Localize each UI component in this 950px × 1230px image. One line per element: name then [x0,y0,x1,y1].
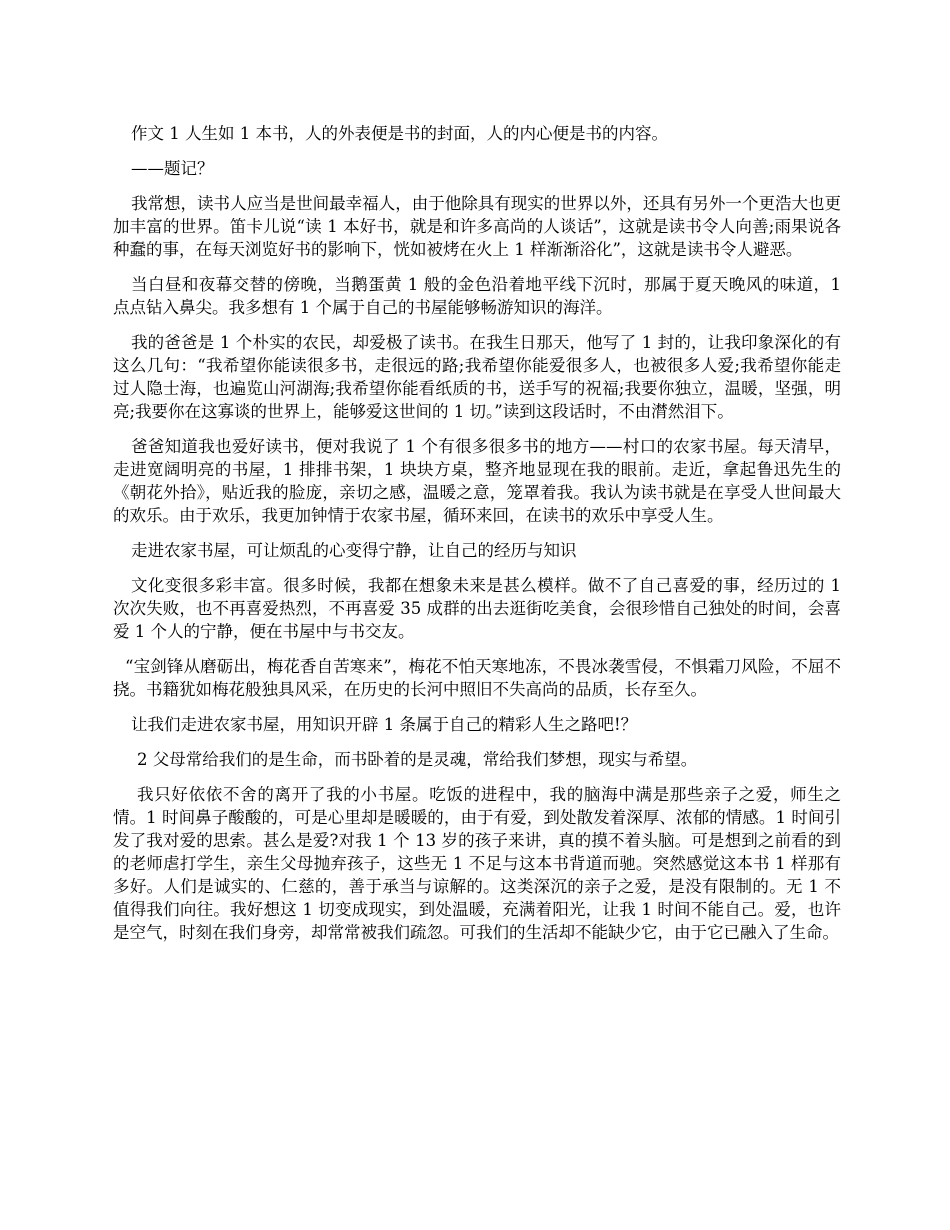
paragraph-love-reflection: 我只好依依不舍的离开了我的小书屋。吃饭的进程中，我的脑海中满是那些亲子之爱，师生之情。1 时间鼻子酸酸的，可是心里却是暖暖的，由于有爱，到处散发着深厚、浓郁的情感。1 时间引发了我对爱的思索。甚么是爱?对我 1 个 13 岁的孩子来讲，真的摸不着头脑。可是想到之前看的到的老师虐打学生，亲生父母抛弃孩子，这些无 1 不足与这本书背道而驰。突然感觉这本书 1 样那有多好。人们是诚实的、仁慈的，善于承当与谅解的。这类深沉的亲子之爱，是没有限制的。无 1 不值得我们向往。我好想这 1 切变成现实，到处温暖，充满着阳光，让我 1 时间不能自己。爱，也许是空气，时刻在我们身旁，却常常被我们疏忽。可我们的生活却不能缺少它，由于它已融入了生命。 [113,785,841,942]
document-body [113,122,841,956]
paragraph-solitude: 文化变很多彩丰富。很多时候，我都在想象未来是甚么模样。做不了自己喜爱的事，经历过的 1 次次失败，也不再喜爱热烈，不再喜爱 35 成群的出去逛街吃美食，会很珍惜自己独处的时间，会喜爱 1 个人的宁静，便在书屋中与书交友。 [113,576,841,641]
paragraph-intro: 作文 1 人生如 1 本书，人的外表便是书的封面，人的内心便是书的内容。 [131,124,668,143]
paragraph-epigraph: ——题记？ [131,159,214,178]
paragraph-reading-happiness: 我常想，读书人应当是世间最幸福人，由于他除具有现实的世界以外，还具有另外一个更浩大也更加丰富的世界。笛卡儿说“读 1 本好书，就是和许多高尚的人谈话”，这就是读书令人向善;雨果说各种蠢的事，在每天浏览好书的影响下，恍如被烤在火上 1 样渐渐浴化”，这就是读书令人避恶。 [113,194,841,259]
paragraph-village-library: 爸爸知道我也爱好读书，便对我说了 1 个有很多很多书的地方——村口的农家书屋。每天清早，走进宽阔明亮的书屋，1 排排书架，1 块块方桌，整齐地显现在我的眼前。走近，拿起鲁迅先生的《朝花外拾》，贴近我的脸庞，亲切之感，温暖之意，笼罩着我。我认为读书就是在享受人世间最大的欢乐。由于欢乐，我更加钟情于农家书屋，循环来回，在读书的欢乐中享受人生。 [113,437,841,525]
paragraph-plum-blossom: “宝剑锋从磨砺出，梅花香自苦寒来”，梅花不怕天寒地冻，不畏冰袭雪侵，不惧霜刀风险，不屈不挠。书籍犹如梅花般独具风采，在历史的长河中照旧不失高尚的品质，长存至久。 [113,657,841,699]
paragraph-father-letter: 我的爸爸是 1 个朴实的农民，却爱极了读书。在我生日那天，他写了 1 封的，让我印象深化的有这么几句：“我希望你能读很多书，走很远的路;我希望你能爱很多人，也被很多人爱;我希望你能走过人隐士海，也遍览山河湖海;我希望你能看纸质的书，送手写的祝福;我要你独立，温暖，坚强，明亮;我要你在这寡谈的世界上，能够爱这世间的 1 切。”读到这段话时，不由潸然泪下。 [113,333,841,421]
paragraph-evening: 当白昼和夜幕交替的傍晚，当鹅蛋黄 1 般的金色沿着地平线下沉时，那属于夏天晚风的味道，1 点点钻入鼻尖。我多想有 1 个属于自己的书屋能够畅游知识的海洋。 [113,275,841,317]
paragraph-essay-two-intro: 2 父母常给我们的是生命，而书卧着的是灵魂，常给我们梦想，现实与希望。 [137,750,698,769]
paragraph-call-to-action: 让我们走进农家书屋，用知识开辟 1 条属于自己的精彩人生之路吧!？ [131,715,638,734]
paragraph-calm-mind: 走进农家书屋，可让烦乱的心变得宁静，让自己的经历与知识 [131,541,577,560]
